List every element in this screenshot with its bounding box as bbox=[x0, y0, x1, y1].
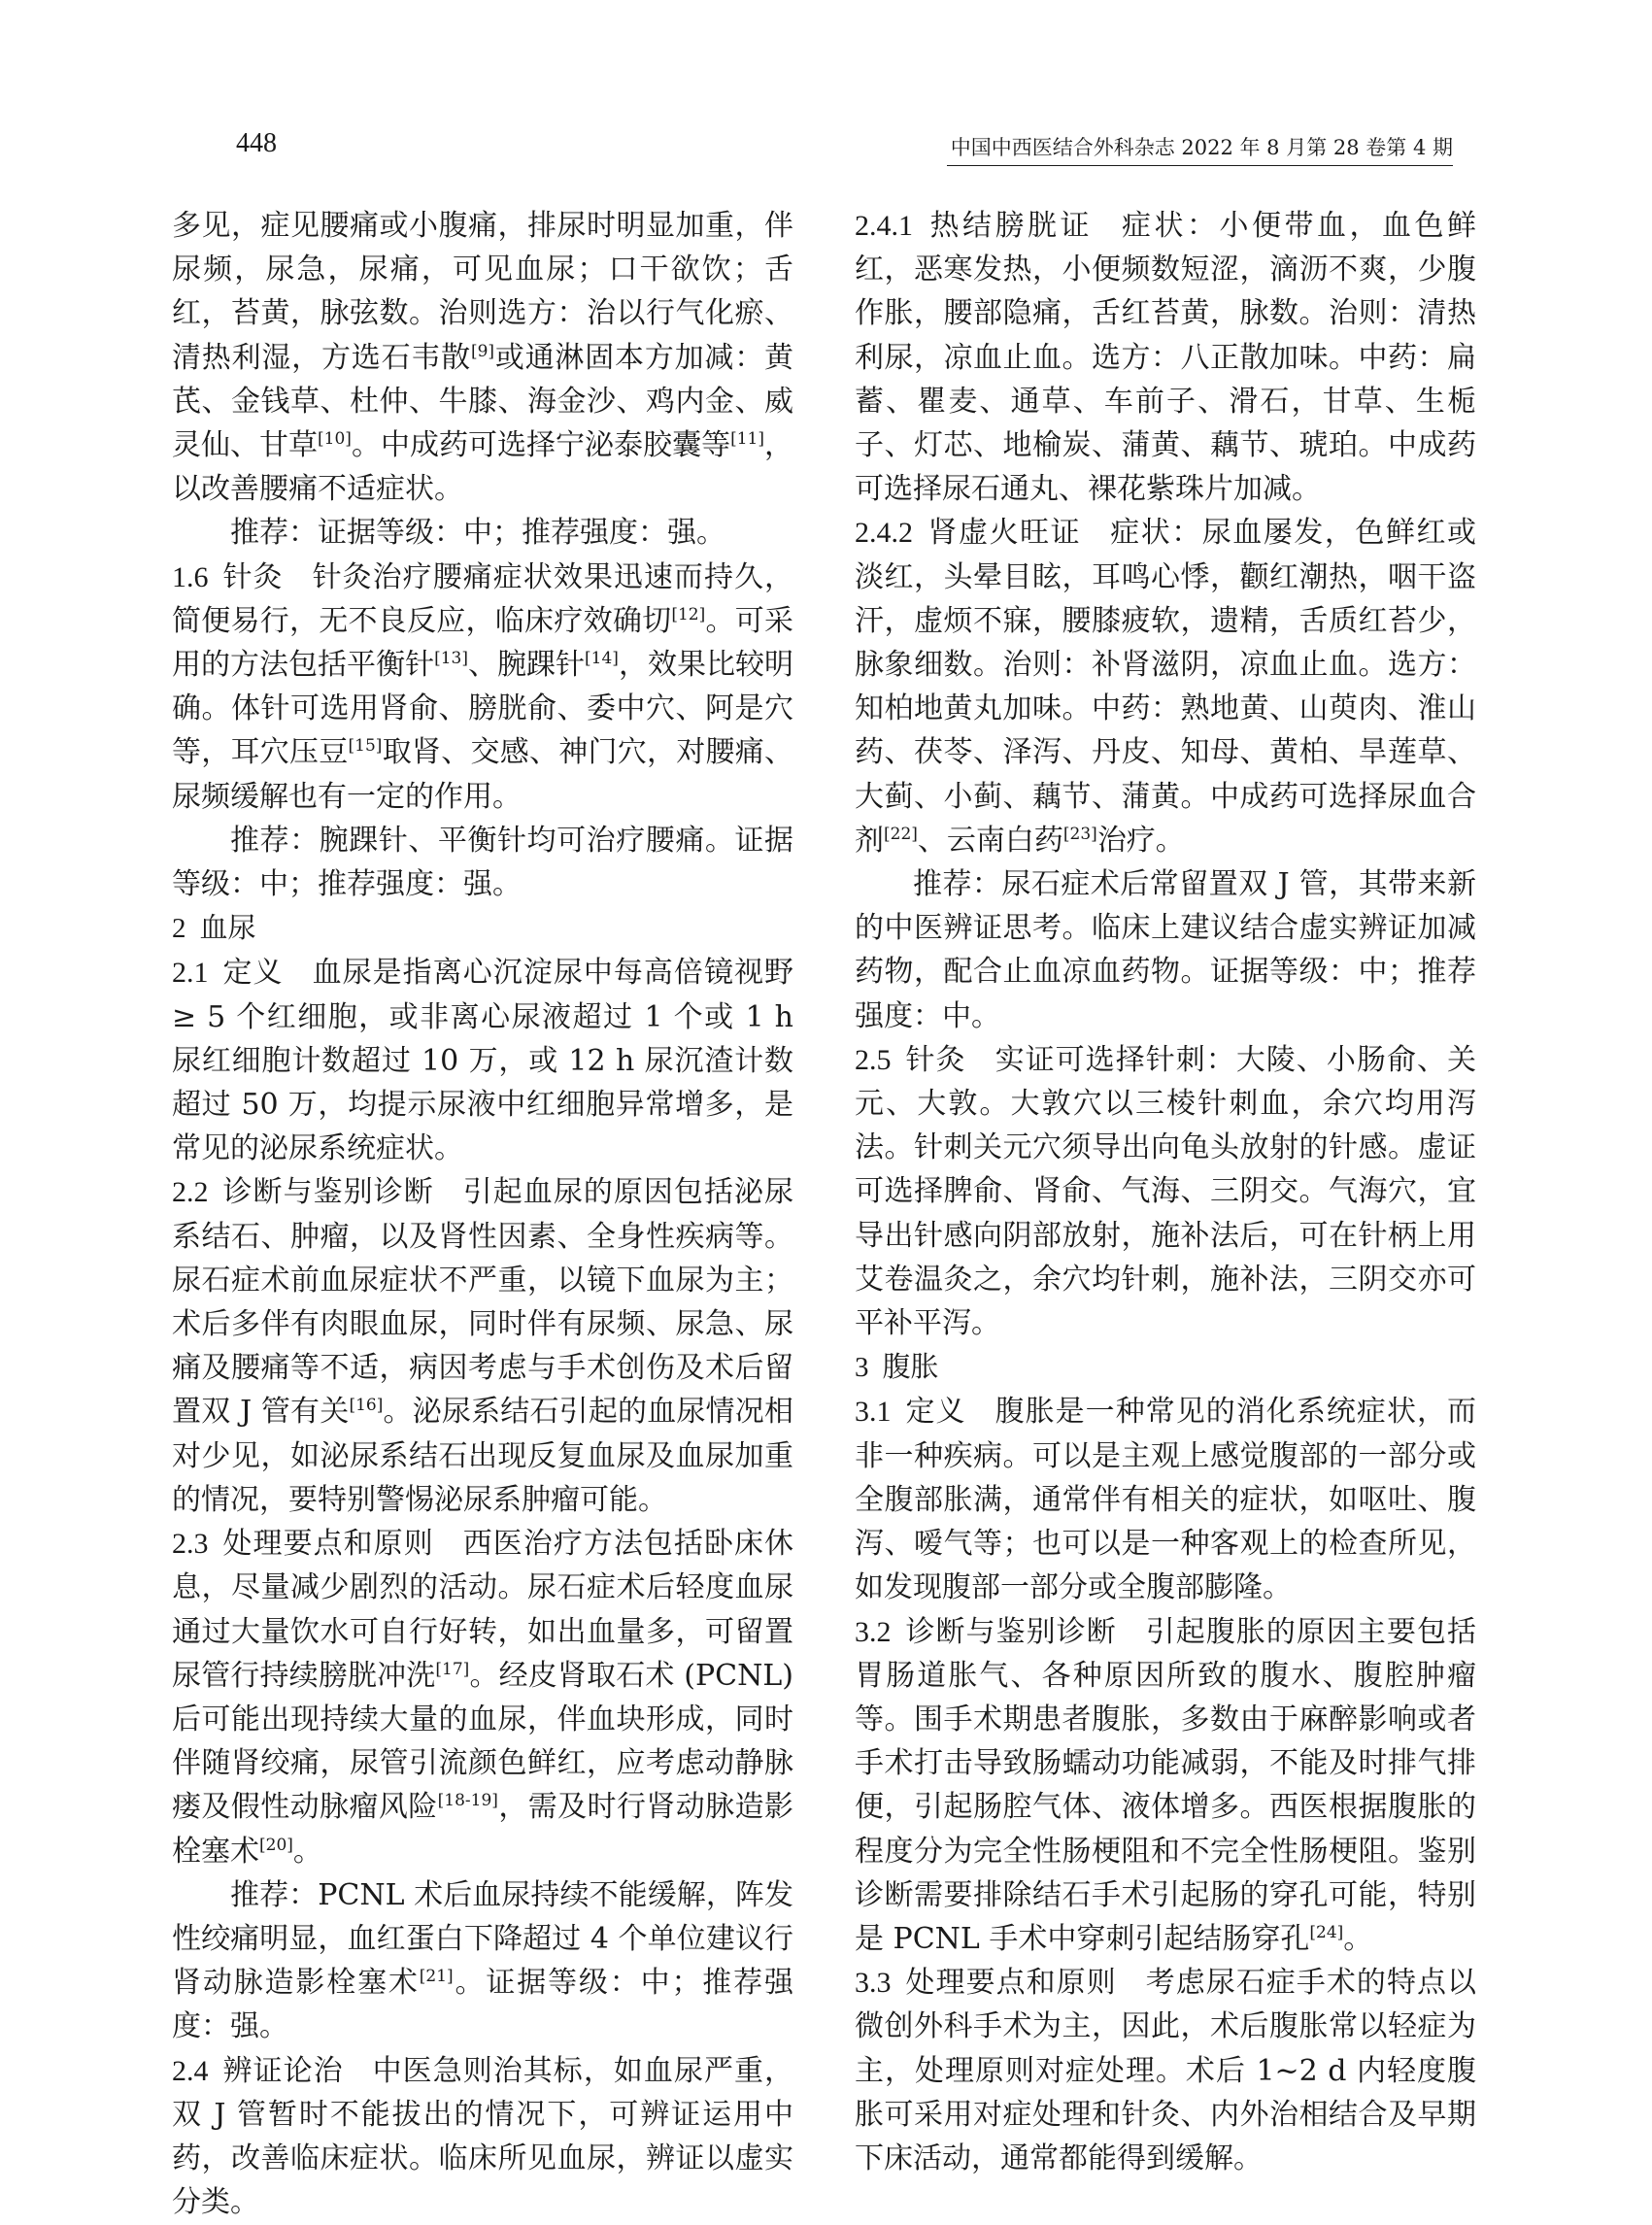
citation: [20] bbox=[259, 1835, 293, 1855]
citation: [11] bbox=[730, 429, 764, 450]
right-column bbox=[855, 204, 1476, 2180]
citation: [16] bbox=[349, 1396, 384, 1416]
citation: [13] bbox=[434, 649, 468, 669]
section-2-5: 2.5 针灸 实证可选择针刺：大陵、小肠俞、关元、大敦。大敦穴以三棱针刺血，余穴均用泻法。针刺关元穴须导出向龟头放射的针感。虚证可选择脾俞、肾俞、气海、三阴交。气海穴，宜导出针感向阴部放射，施补法后，可在针柄上用艾卷温灸之，余穴均针刺，施补法，三阴交亦可平补平泻。 bbox=[855, 1042, 1477, 1341]
left-column bbox=[172, 204, 793, 2224]
citation: [22] bbox=[884, 824, 918, 844]
citation: [12] bbox=[671, 604, 706, 624]
citation: [18-19] bbox=[437, 1791, 498, 1811]
recommendation: 推荐：证据等级：中；推荐强度：强。 bbox=[230, 516, 725, 551]
citation: [10] bbox=[318, 429, 352, 450]
header-rule bbox=[947, 165, 1453, 166]
citation: [21] bbox=[419, 1967, 454, 1987]
section-3-2: 3.2 诊断与鉴别诊断 引起腹胀的原因主要包括胃肠道胀气、各种原因所致的腹水、腹腔肿瘤等。围手术期患者腹胀，多数由于麻醉影响或者手术打击导致肠蠕动功能减弱，不能及时排气排便，引起肠腔气体、液体增多。西医根据腹胀的程度分为完全性肠梗阻和不完全性肠梗阻。鉴别诊断需要排除结石手术引起肠的穿孔可能，特别是 PCNL 手术中穿刺引起结肠穿孔[24]。 bbox=[855, 1614, 1477, 1956]
heading-2: 2 血尿 bbox=[172, 911, 256, 945]
citation: [9] bbox=[470, 341, 495, 361]
citation: [23] bbox=[1062, 824, 1097, 844]
section-3-3: 3.3 处理要点和原则 考虑尿石症手术的特点以微创外科手术为主，因此，术后腹胀常以轻症为主，处理原则对症处理。术后 1~2 d 内轻度腹胀可采用对症处理和针灸、内外治相结合及早期下床活动，通常都能得到缓解。 bbox=[855, 1966, 1477, 2175]
paragraph: 多见，症见腰痛或小腹痛，排尿时明显加重，伴尿频，尿急，尿痛，可见血尿；口干欲饮；舌红，苔黄，脉弦数。治则选方：治以行气化瘀、清热利湿，方选石韦散[9]或通淋固本方加减：黄芪、金钱草、杜仲、牛膝、海金沙、鸡内金、威灵仙、甘草[10]。中成药可选择宁泌泰胶囊等[11]，以改善腰痛不适症状。 bbox=[172, 209, 794, 507]
recommendation: 推荐：PCNL 术后血尿持续不能缓解，阵发性绞痛明显，血红蛋白下降超过 4 个单位建议行肾动脉造影栓塞术[21]。证据等级：中；推荐强度：强。 bbox=[172, 1877, 794, 2044]
section-3-1: 3.1 定义 腹胀是一种常见的消化系统症状，而非一种疾病。可以是主观上感觉腹部的一部分或全腹部胀满，通常伴有相关的症状，如呕吐、腹泻、嗳气等；也可以是一种客观上的检查所见，如发现腹部一部分或全腹部膨隆。 bbox=[855, 1395, 1477, 1605]
citation: [15] bbox=[348, 736, 383, 757]
journal-title: 中国中西医结合外科杂志 2022 年 8 月第 28 卷第 4 期 bbox=[950, 136, 1453, 159]
page-number: 448 bbox=[236, 128, 277, 158]
citation: [17] bbox=[435, 1659, 470, 1679]
section-1-6: 1.6 针灸 针灸治疗腰痛症状效果迅速而持久，简便易行，无不良反应，临床疗效确切[12]。可采用的方法包括平衡针[13]、腕踝针[14]，效果比较明确。体针可选用肾俞、膀胱俞、委中穴、阿是穴等，耳穴压豆[15]取肾、交感、神门穴，对腰痛、尿频缓解也有一定的作用。 bbox=[172, 559, 794, 814]
page-header bbox=[0, 0, 1652, 175]
section-2-1: 2.1 定义 血尿是指离心沉淀尿中每高倍镜视野 ≥ 5 个红细胞，或非离心尿液超过 1 个或 1 h 尿红细胞计数超过 10 万，或 12 h 尿沉渣计数超过 50 万，均提示尿液中红细胞异常增多，是常见的泌尿系统症状。 bbox=[172, 956, 794, 1166]
citation: [14] bbox=[585, 649, 619, 669]
citation: [24] bbox=[1309, 1922, 1344, 1942]
section-2-4-2: 2.4.2 肾虚火旺证 症状：尿血屡发，色鲜红或淡红，头晕目眩，耳鸣心悸，颧红潮热，咽干盗汗，虚烦不寐，腰膝疲软，遗精，舌质红苔少，脉象细数。治则：补肾滋阴，凉血止血。选方：知柏地黄丸加味。中药：熟地黄、山萸肉、淮山药、茯苓、泽泻、丹皮、知母、黄柏、旱莲草、大蓟、小蓟、藕节、蒲黄。中成药可选择尿血合剂[22]、云南白药[23]治疗。 bbox=[855, 516, 1477, 858]
section-2-4-1: 2.4.1 热结膀胱证 症状：小便带血，血色鲜红，恶寒发热，小便频数短涩，滴沥不爽，少腹作胀，腰部隐痛，舌红苔黄，脉数。治则：清热利尿，凉血止血。选方：八正散加味。中药：扁蓄、瞿麦、通草、车前子、滑石，甘草、生栀子、灯芯、地榆炭、蒲黄、藕节、琥珀。中成药可选择尿石通丸、裸花紫珠片加减。 bbox=[855, 209, 1476, 507]
section-2-3: 2.3 处理要点和原则 西医治疗方法包括卧床休息，尽量减少剧烈的活动。尿石症术后轻度血尿通过大量饮水可自行好转，如出血量多，可留置尿管行持续膀胱冲洗[17]。经皮肾取石术 (PCNL) 后可能出现持续大量的血尿，伴血块形成，同时伴随肾绞痛，尿管引流颜色鲜红，应考虑动静脉瘘及假性动脉瘤风险[18-19]，需及时行肾动脉造影栓塞术[20]。 bbox=[172, 1527, 794, 1869]
recommendation: 推荐：尿石症术后常留置双 J 管，其带来新的中医辨证思考。临床上建议结合虚实辨证加减药物，配合止血凉血药物。证据等级：中；推荐强度：中。 bbox=[855, 867, 1476, 1033]
heading-3: 3 腹胀 bbox=[855, 1350, 939, 1384]
recommendation: 推荐：腕踝针、平衡针均可治疗腰痛。证据等级：中；推荐强度：强。 bbox=[172, 823, 793, 902]
section-2-2: 2.2 诊断与鉴别诊断 引起血尿的原因包括泌尿系结石、肿瘤，以及肾性因素、全身性疾病等。尿石症术前血尿症状不严重，以镜下血尿为主；术后多伴有肉眼血尿，同时伴有尿频、尿急、尿痛及腰痛等不适，病因考虑与手术创伤及术后留置双 J 管有关[16]。泌尿系结石引起的血尿情况相对少见，如泌尿系结石出现反复血尿及血尿加重的情况，要特别警惕泌尿系肿瘤可能。 bbox=[172, 1175, 794, 1517]
section-2-4: 2.4 辨证论治 中医急则治其标，如血尿严重，双 J 管暂时不能拔出的情况下，可辨证运用中药，改善临床症状。临床所见血尿，辨证以虚实分类。 bbox=[172, 2053, 794, 2220]
